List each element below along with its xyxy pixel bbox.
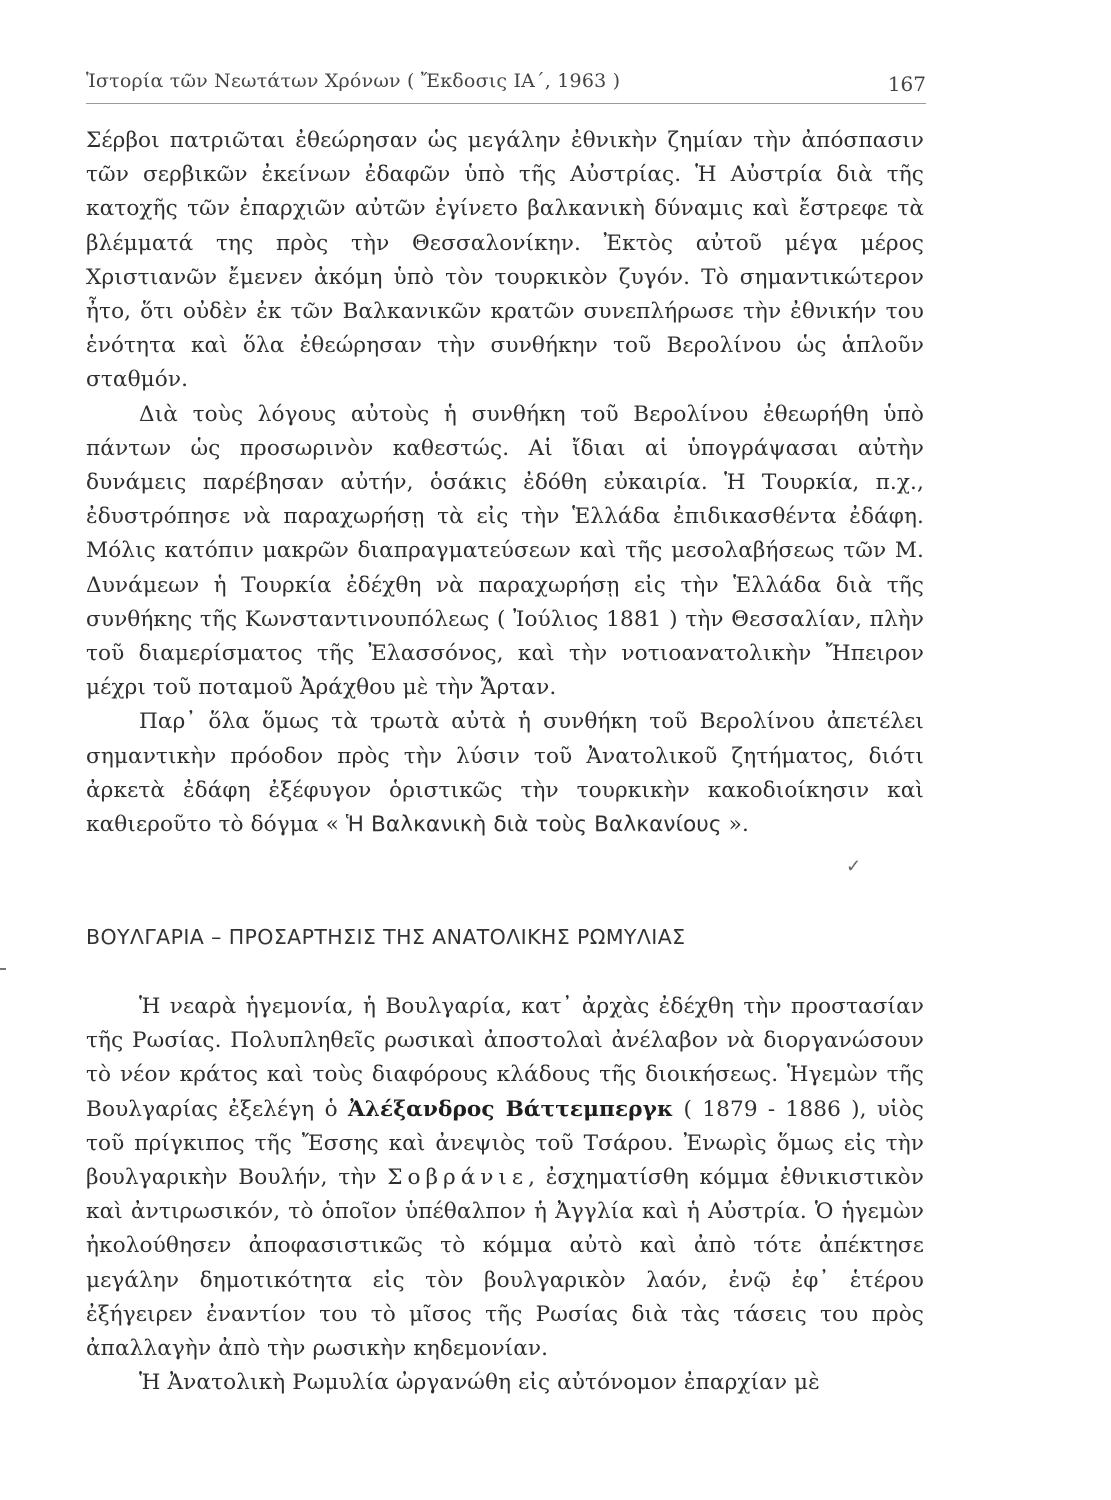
sobranie-term: Σοβράνιε (387, 1165, 529, 1191)
body-text-bottom (86, 990, 924, 1400)
page-number: 167 (887, 72, 926, 96)
paragraph-bulgaria (86, 990, 924, 1366)
running-title: Ἱστορία τῶν Νεωτάτων Χρόνων ( Ἔκδοσις ΙΑ΄, 1963 ) (86, 70, 621, 92)
paragraph-progress-text: Παρ᾿ ὅλα ὅμως τὰ τρωτὰ αὐτὰ ἡ συνθήκη τοῦ Βερολίνου ἀπετέλει σημαντικὴν πρόοδον πρὸς τὴν λύσιν τοῦ Ἀνατολικοῦ ζητήματος, διότι ἀρκετὰ ἐδάφη ἐξέφυγον ὁριστικῶς τὴν τουρκικὴν κακοδιοίκησιν καὶ καθιεροῦτο τὸ δόγμα « (86, 709, 924, 838)
paragraph-progress (86, 705, 924, 842)
battenberg-name: Ἀλέξανδρος Βάττεμπεργκ (347, 1096, 674, 1122)
bulgaria-text-3: , ἐσχηματίσθη κόμμα ἐθνικιστικὸν καὶ ἀντιρωσικόν, τὸ ὁποῖον ὑπέθαλπον ἡ Ἀγγλία καὶ ἡ Αὐστρία. Ὁ ἡγεμὼν ἠκολούθησεν ἀποφασιστικῶς τὸ κόμμα αὐτὸ καὶ ἀπὸ τότε ἀπέκτησε μεγάλην δημοτικότητα εἰς τὸν βουλγαρικὸν λαόν, ἐνῷ ἐφ᾿ ἑτέρου ἐξήγειρεν ἐναντίον του τὸ μῖσος τῆς Ρωσίας διὰ τὰς τάσεις του πρὸς ἀπαλλαγὴν ἀπὸ τὴν ρωσικὴν κηδεμονίαν. (86, 1165, 924, 1362)
section-heading: ΒΟΥΛΓΑΡΙΑ – ΠΡΟΣΑΡΤΗΣΙΣ ΤΗΣ ΑΝΑΤΟΛΙΚΗΣ ΡΩΜΥΛΙΑΣ (86, 925, 686, 949)
margin-mark (0, 968, 6, 970)
body-text-top (86, 124, 924, 842)
paragraph-rumelia: Ἡ Ἀνατολικὴ Ρωμυλία ὠργανώθη εἰς αὐτόνομον ἐπαρχίαν μὲ (139, 1370, 820, 1396)
header-rule (86, 103, 926, 104)
paragraph-serbia: Σέρβοι πατριῶται ἐθεώρησαν ὡς μεγάλην ἐθνικὴν ζημίαν τὴν ἀπόσπασιν τῶν σερβικῶν ἐκείνων ἐδαφῶν ὑπὸ τῆς Αὐστρίας. Ἡ Αὐστρία διὰ τῆς κατοχῆς τῶν ἐπαρχιῶν αὐτῶν ἐγίνετο βαλκανικὴ δύναμις καὶ ἔστρεφε τὰ βλέμματά της πρὸς τὴν Θεσσαλονίκην. Ἐκτὸς αὐτοῦ μέγα μέρος Χριστιανῶν ἔμενεν ἀκόμη ὑπὸ τὸν τουρκικὸν ζυγόν. Τὸ σημαντικώτερον ἦτο, ὅτι οὐδὲν ἐκ τῶν Βαλκανικῶν κρατῶν συνεπλήρωσε τὴν ἐθνικήν του ἑνότητα καὶ ὅλα ἐθεώρησαν τὴν συνθήκην τοῦ Βερολίνου ὡς ἁπλοῦν σταθμόν. (86, 128, 924, 393)
bulgaria-text-1: Ἡ νεαρὰ ἡγεμονία, ἡ Βουλγαρία, κατ᾿ ἀρχὰς ἐδέχθη τὴν προστασίαν τῆς Ρωσίας. Πολυπληθεῖς ρωσικαὶ ἀποστολαὶ ἀνέλαβον νὰ διοργανώσουν τὸ νέον κράτος καὶ τοὺς διαφόρους κλάδους τῆς διοικήσεως. Ἡγεμὼν τῆς Βουλγαρίας ἐξελέγη ὁ (86, 994, 924, 1122)
bulgaria-text-2: ( 1879 - 1886 ), υἱὸς τοῦ πρίγκιπος τῆς Ἔσσης καὶ ἀνεψιὸς τοῦ Τσάρου. Ἐνωρὶς ὅμως εἰς τὴν βουλγαρικὴν Βουλήν, τὴν (86, 1096, 924, 1191)
paragraph-progress-end: ». (721, 812, 749, 838)
paragraph-berlin-treaty: Διὰ τοὺς λόγους αὐτοὺς ἡ συνθήκη τοῦ Βερολίνου ἐθεωρήθη ὑπὸ πάντων ὡς προσωρινὸν καθεστώς. Αἱ ἴδιαι αἱ ὑπογράψασαι αὐτὴν δυνάμεις παρέβησαν αὐτήν, ὁσάκις ἐδόθη εὐκαιρία. Ἡ Τουρκία, π.χ., ἐδυστρόπησε νὰ παραχωρήσῃ τὰ εἰς τὴν Ἑλλάδα ἐπιδικασθέντα ἐδάφη. Μόλις κατόπιν μακρῶν διαπραγματεύσεων καὶ τῆς μεσολαβήσεως τῶν Μ. Δυνάμεων ἡ Τουρκία ἐδέχθη νὰ παραχωρήσῃ εἰς τὴν Ἑλλάδα διὰ τῆς συνθήκης τῆς Κωνσταντινουπόλεως ( Ἰούλιος 1881 ) τὴν Θεσσαλίαν, πλὴν τοῦ διαμερίσματος τῆς Ἐλασσόνος, καὶ τὴν νοτιοανατολικὴν Ἤπειρον μέχρι τοῦ ποταμοῦ Ἀράχθου μὲ τὴν Ἄρταν. (86, 401, 924, 701)
pencil-check-mark: ✓ (846, 856, 862, 877)
balkan-motto: Ἡ Βαλκανικὴ διὰ τοὺς Βαλκανίους (345, 812, 722, 838)
page-header (86, 66, 926, 106)
